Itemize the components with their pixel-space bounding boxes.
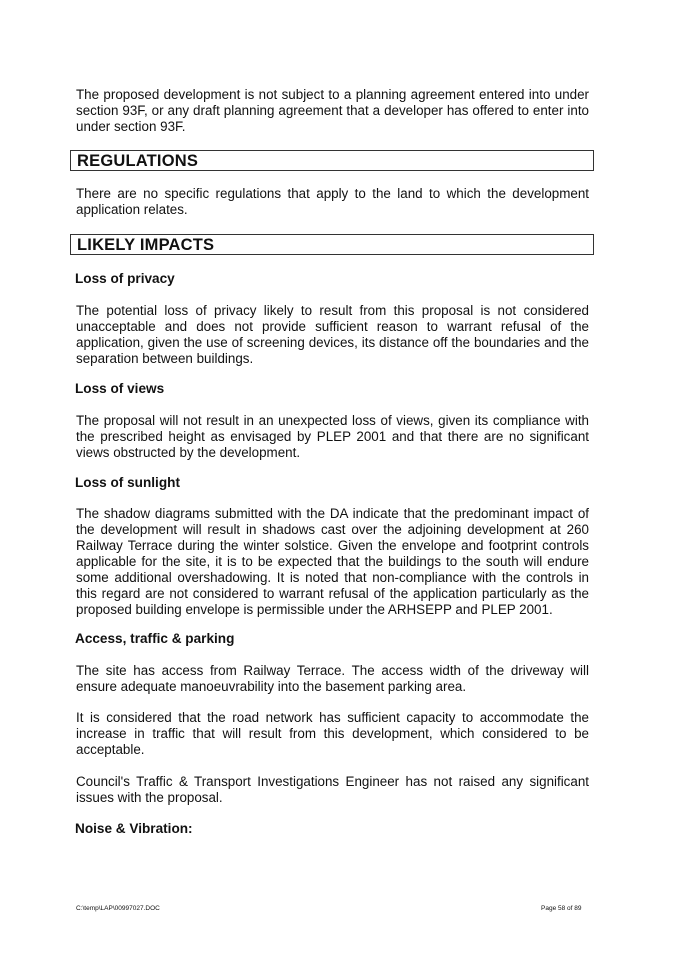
section-heading-text: REGULATIONS — [77, 152, 199, 170]
access-paragraph-2: It is considered that the road network has sufficient capacity to accommodate the increase in traffic that will result from this development, which considered to be acceptable. — [76, 710, 589, 757]
access-paragraph-1: The site has access from Railway Terrace. The access width of the driveway will ensure adequate manoeuvrability into the basement parking area. — [76, 663, 589, 694]
sunlight-paragraph: The shadow diagrams submitted with the DA indicate that the predominant impact of the development will result in shadows cast over the adjoining development at 260 Railway Terrace during the winter solstice. Given the envelope and footprint controls applicable for the site, it is to be expected that the buildings to the south will endure some additional overshadowing. It is noted that non-compliance with the controls in this regard are not considered to warrant refusal of the application particularly as the proposed building envelope is permissible under the ARHSEPP and PLEP 2001. — [76, 506, 589, 617]
subheading-loss-of-views: Loss of views — [75, 381, 165, 396]
views-paragraph: The proposal will not result in an unexpected loss of views, given its compliance with the prescribed height as envisaged by PLEP 2001 and that there are no significant views obstructed by the development. — [76, 413, 589, 460]
access-paragraph-3: Council's Traffic & Transport Investigations Engineer has not raised any significant issues with the proposal. — [76, 774, 589, 805]
subheading-access-traffic-parking: Access, traffic & parking — [75, 631, 235, 646]
intro-paragraph: The proposed development is not subject to a planning agreement entered into under section 93F, or any draft planning agreement that a developer has offered to enter into under section 93F. — [76, 87, 589, 134]
regulations-paragraph: There are no specific regulations that apply to the land to which the development application relates. — [76, 186, 589, 217]
footer-page-number: Page 58 of 89 — [541, 905, 582, 912]
subheading-noise-vibration: Noise & Vibration: — [75, 821, 193, 836]
subheading-loss-of-privacy: Loss of privacy — [75, 271, 175, 286]
section-heading-regulations — [70, 150, 594, 171]
privacy-paragraph: The potential loss of privacy likely to result from this proposal is not considered unacceptable and does not provide sufficient reason to warrant refusal of the application, given the use of screening devices, its distance off the boundaries and the separation between buildings. — [76, 303, 589, 366]
subheading-loss-of-sunlight: Loss of sunlight — [75, 475, 180, 490]
footer-file-path: C:\temp\LAP\00997027.DOC — [76, 905, 160, 912]
section-heading-text: LIKELY IMPACTS — [77, 236, 215, 254]
section-heading-likely-impacts — [70, 234, 594, 255]
